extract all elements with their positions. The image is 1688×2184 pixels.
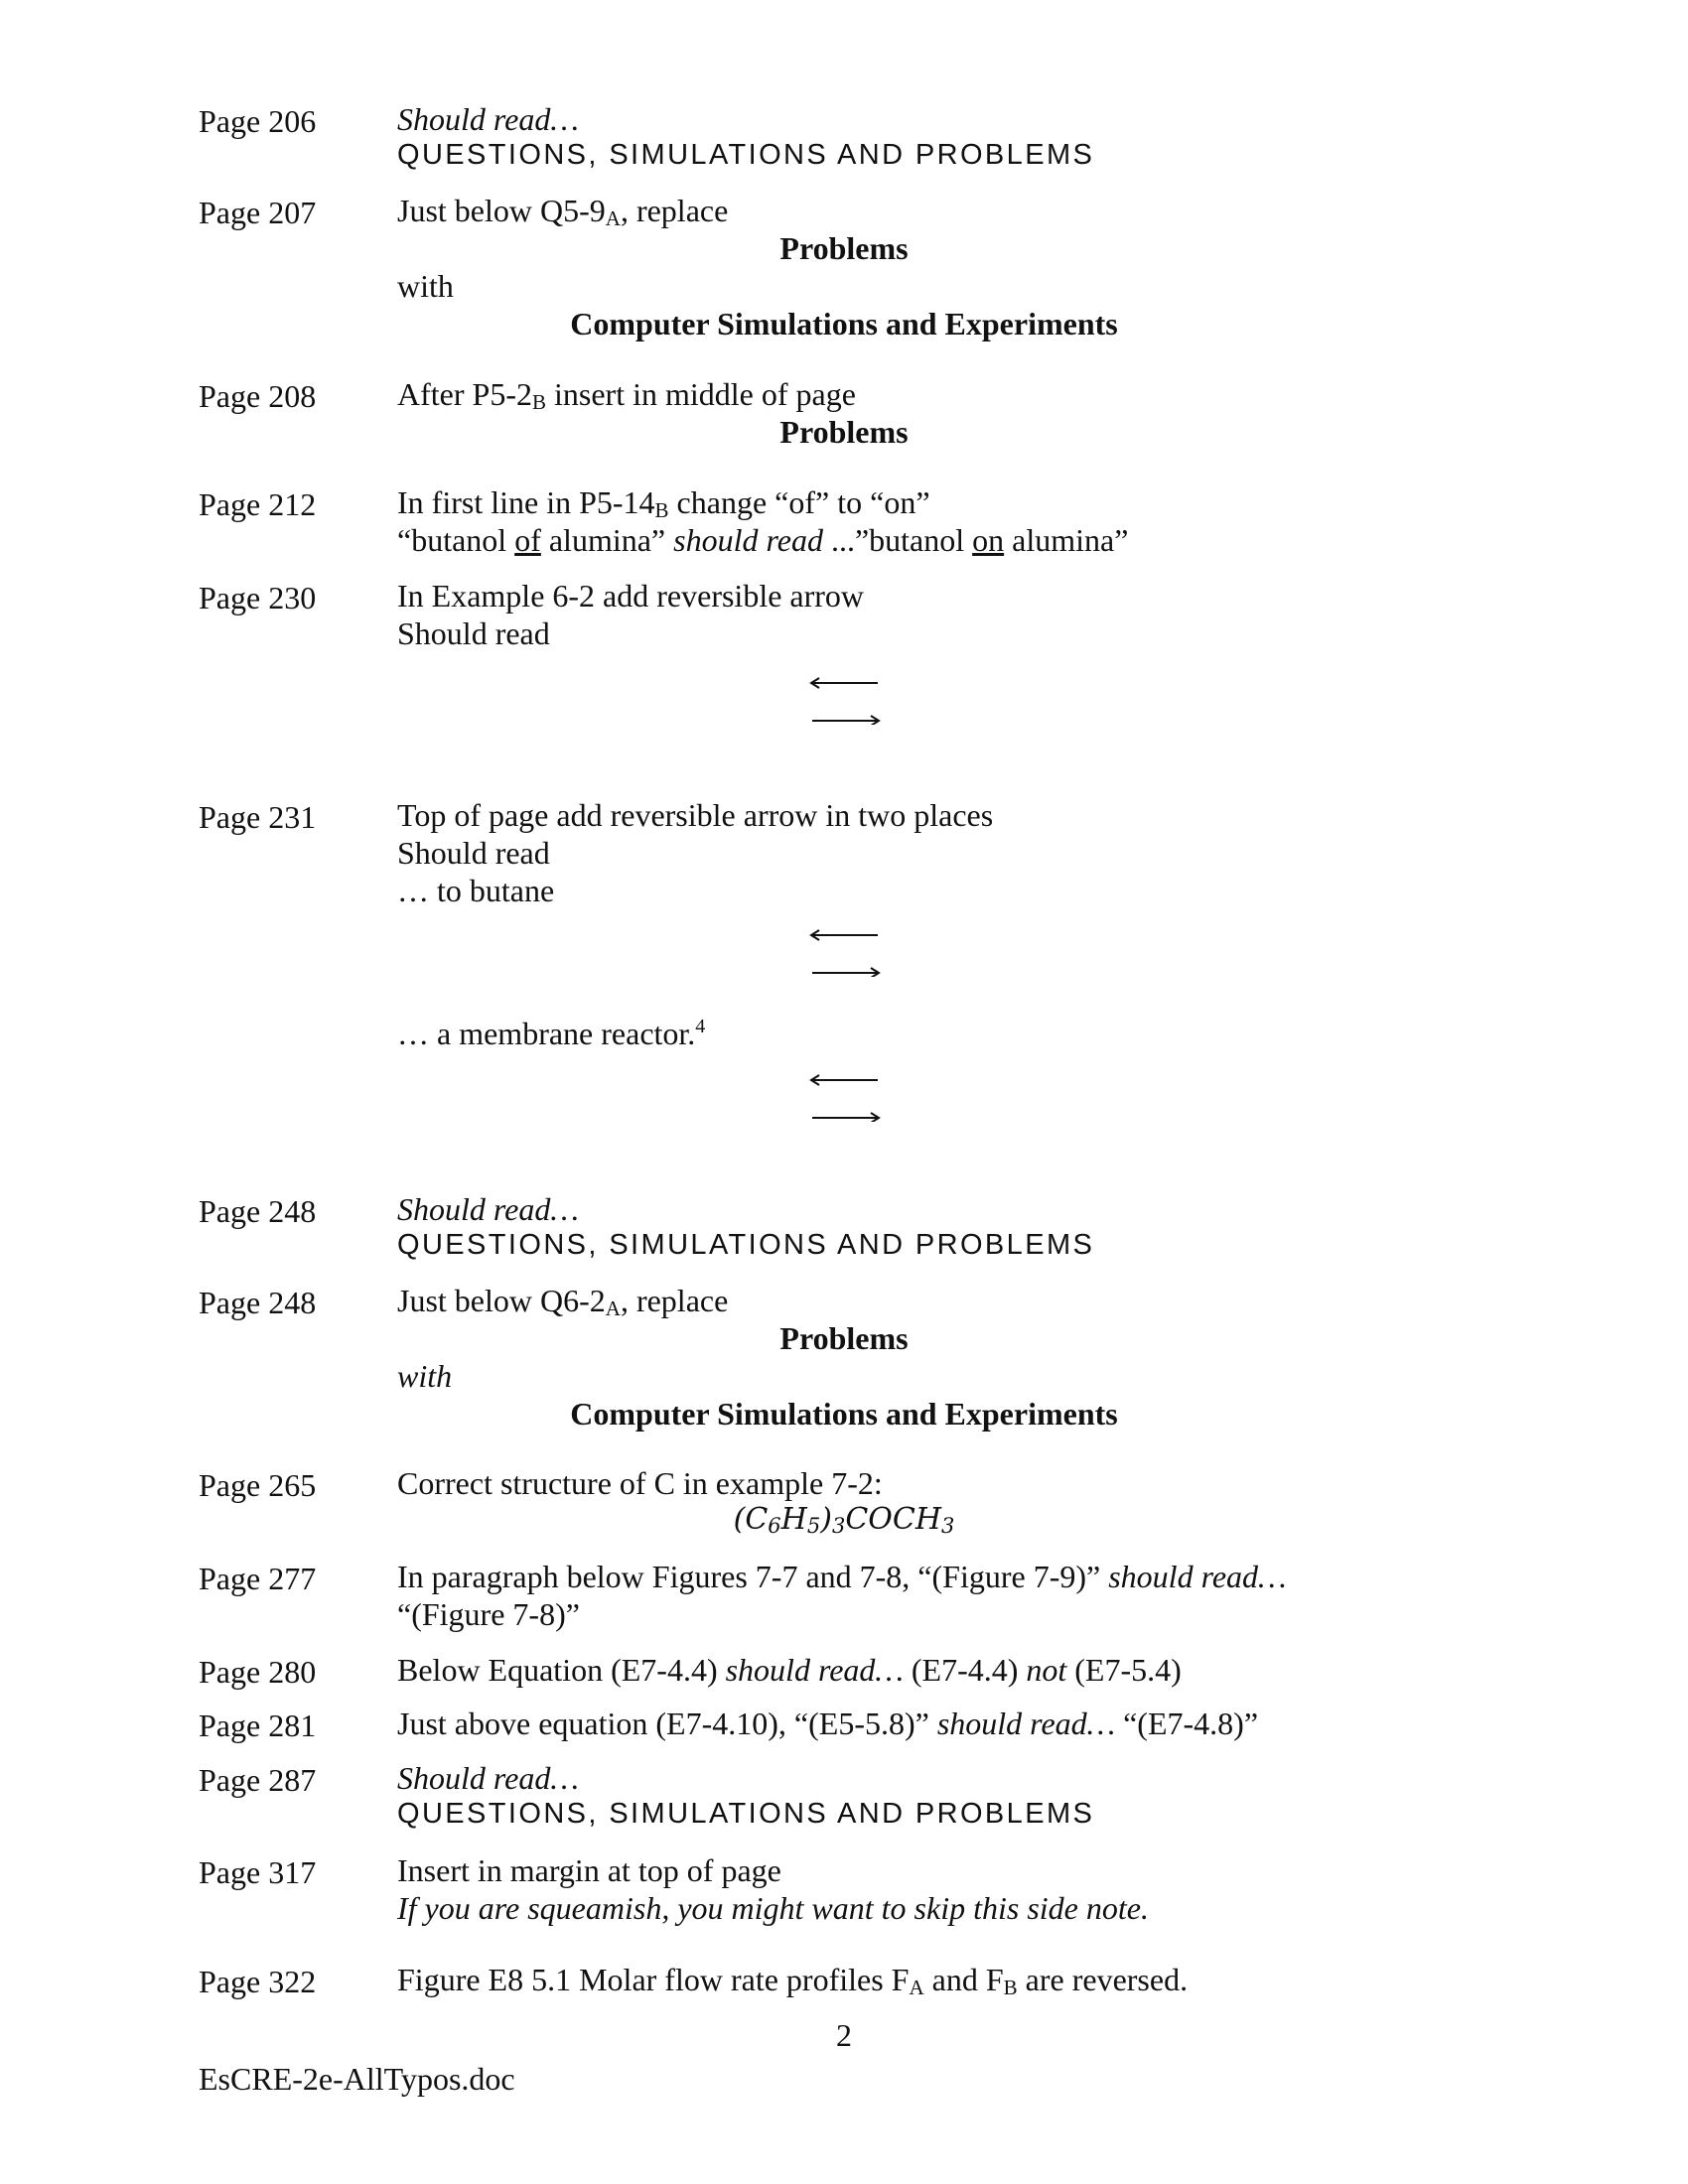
page-reference: Page 322 bbox=[199, 1964, 317, 1999]
page-reference: Page 206 bbox=[199, 103, 317, 139]
erratum-text: with bbox=[397, 1358, 453, 1394]
erratum-text: Should read… bbox=[397, 1191, 579, 1227]
page-reference: Page 280 bbox=[199, 1654, 317, 1690]
page-reference: Page 231 bbox=[199, 799, 317, 835]
page-reference: Page 248 bbox=[199, 1285, 317, 1320]
erratum-text: Should read… bbox=[397, 1760, 579, 1796]
erratum-text: with bbox=[397, 268, 454, 304]
page-reference: Page 212 bbox=[199, 486, 317, 522]
chemical-formula: $(C_6H_5)_3COCH_3$ bbox=[733, 1502, 955, 1538]
page-reference: Page 277 bbox=[199, 1561, 317, 1596]
page-reference: Page 230 bbox=[199, 580, 317, 615]
erratum-text: In Example 6-2 add reversible arrow bbox=[397, 578, 865, 614]
erratum-text: If you are squeamish, you might want to skip this side note. bbox=[397, 1890, 1149, 1926]
reversible-arrow-icon bbox=[806, 927, 886, 977]
erratum-text: Should read bbox=[397, 615, 550, 651]
erratum-text: In first line in $P5-14_B$ change “of” to “on” bbox=[397, 484, 930, 522]
reversible-arrow-icon bbox=[806, 1072, 886, 1122]
section-heading-text: QUESTIONS, SIMULATIONS AND PROBLEMS bbox=[397, 1798, 1095, 1830]
erratum-text: Figure E8 5.1 Molar flow rate profiles $F_A$ and $F_B$ are reversed. bbox=[397, 1962, 1189, 1999]
page-reference: Page 287 bbox=[199, 1762, 317, 1798]
page-reference: Page 207 bbox=[199, 195, 317, 230]
erratum-text: … a membrane reactor.$^4$ bbox=[397, 1016, 706, 1051]
page-reference: Page 265 bbox=[199, 1467, 317, 1503]
erratum-text: Should read… bbox=[397, 101, 579, 137]
page-reference: Page 317 bbox=[199, 1854, 317, 1890]
page-reference: Page 248 bbox=[199, 1193, 317, 1229]
heading-problems: Problems bbox=[779, 1320, 909, 1356]
reversible-arrow-icon bbox=[806, 675, 886, 725]
erratum-text: Just above equation (E7-4.10), “(E5-5.8)” should read… “(E7-4.8)” bbox=[397, 1706, 1259, 1741]
page-number: 2 bbox=[836, 2017, 852, 2053]
page-reference: Page 208 bbox=[199, 378, 317, 414]
erratum-text: Just below $Q6-2_A$, replace bbox=[397, 1283, 729, 1320]
heading-simulations: Computer Simulations and Experiments bbox=[570, 1396, 1118, 1432]
erratum-text: “butanol of alumina” should read ...”butanol on alumina” bbox=[397, 522, 1129, 558]
heading-problems: Problems bbox=[779, 230, 909, 266]
erratum-text: After $P5-2_B$ insert in middle of page bbox=[397, 376, 856, 414]
erratum-text: Correct structure of C in example 7-2: bbox=[397, 1465, 883, 1501]
section-heading-text: QUESTIONS, SIMULATIONS AND PROBLEMS bbox=[397, 139, 1095, 171]
erratum-text: Insert in margin at top of page bbox=[397, 1852, 781, 1888]
erratum-text: Top of page add reversible arrow in two places bbox=[397, 797, 994, 833]
erratum-text: … to butane bbox=[397, 873, 555, 908]
erratum-text: Just below $Q5-9_A$, replace bbox=[397, 193, 729, 230]
heading-problems: Problems bbox=[779, 414, 909, 450]
erratum-text: “(Figure 7-8)” bbox=[397, 1596, 580, 1632]
heading-simulations: Computer Simulations and Experiments bbox=[570, 306, 1118, 341]
erratum-text: Should read bbox=[397, 835, 550, 871]
section-heading-text: QUESTIONS, SIMULATIONS AND PROBLEMS bbox=[397, 1229, 1095, 1261]
footer-filename: EsCRE-2e-AllTypos.doc bbox=[199, 2061, 515, 2097]
erratum-text: In paragraph below Figures 7-7 and 7-8, “(Figure 7-9)” should read… bbox=[397, 1559, 1287, 1594]
page-reference: Page 281 bbox=[199, 1707, 317, 1743]
erratum-text: Below Equation (E7-4.4) should read… (E7-4.4) not (E7-5.4) bbox=[397, 1652, 1182, 1688]
